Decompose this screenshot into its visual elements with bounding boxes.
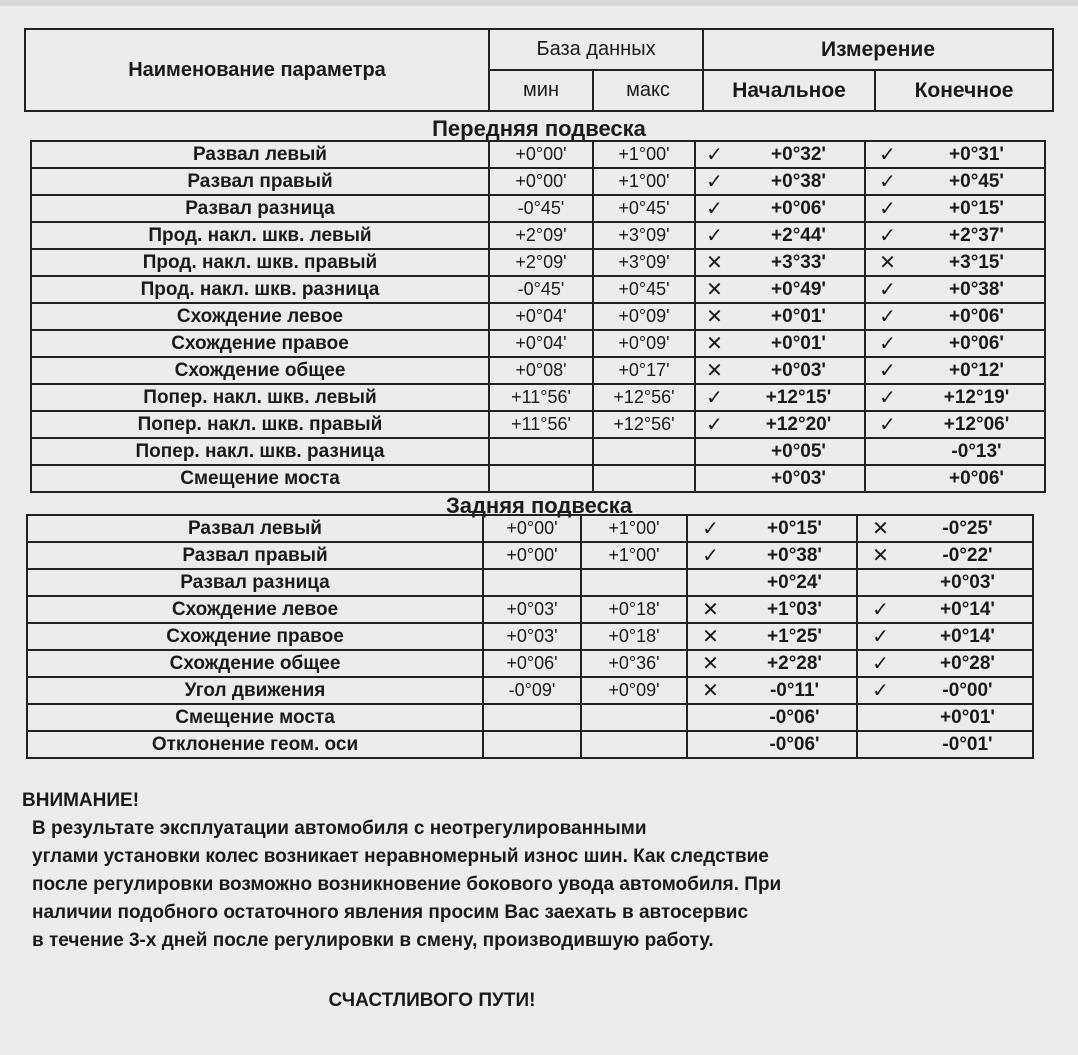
table-row xyxy=(27,677,1033,704)
table-row xyxy=(31,303,1045,330)
initial-value: +0°38' xyxy=(733,542,857,569)
db-max-value xyxy=(581,731,687,758)
initial-status-icon: ✕ xyxy=(695,249,733,276)
table-row xyxy=(31,411,1045,438)
param-name: Угол движения xyxy=(27,677,483,704)
initial-value: -0°06' xyxy=(733,731,857,758)
final-status-icon xyxy=(857,731,903,758)
final-status-icon: ✓ xyxy=(865,330,909,357)
initial-status-icon: ✓ xyxy=(695,195,733,222)
table-row xyxy=(31,357,1045,384)
table-row xyxy=(31,222,1045,249)
db-max-value: +0°09' xyxy=(593,303,695,330)
table-row xyxy=(31,330,1045,357)
initial-status-icon: ✓ xyxy=(687,542,733,569)
initial-status-icon: ✕ xyxy=(687,596,733,623)
initial-status-icon: ✓ xyxy=(695,384,733,411)
final-value: +0°28' xyxy=(903,650,1033,677)
db-max-header: макс xyxy=(593,70,703,111)
final-value: +3°15' xyxy=(909,249,1045,276)
table-row xyxy=(27,596,1033,623)
cut-off-top-edge xyxy=(0,0,1078,6)
db-min-value xyxy=(483,704,581,731)
notice-block xyxy=(22,787,1062,955)
final-value: +0°01' xyxy=(903,704,1033,731)
param-name: Попер. накл. шкв. разница xyxy=(31,438,489,465)
param-name: Прод. накл. шкв. разница xyxy=(31,276,489,303)
final-value: +0°38' xyxy=(909,276,1045,303)
initial-value: +3°33' xyxy=(733,249,865,276)
initial-value: +0°01' xyxy=(733,303,865,330)
initial-status-icon: ✓ xyxy=(687,515,733,542)
final-status-icon: ✕ xyxy=(865,249,909,276)
initial-value: +0°32' xyxy=(733,141,865,168)
initial-status-icon: ✕ xyxy=(687,623,733,650)
initial-status-icon: ✓ xyxy=(695,411,733,438)
final-status-icon: ✕ xyxy=(857,542,903,569)
db-min-value xyxy=(489,438,593,465)
db-max-value: +1°00' xyxy=(581,542,687,569)
initial-value: +12°20' xyxy=(733,411,865,438)
front-suspension-title: Передняя подвеска xyxy=(432,116,646,141)
db-min-value: +0°08' xyxy=(489,357,593,384)
initial-status-icon xyxy=(687,569,733,596)
initial-header: Начальное xyxy=(703,70,875,111)
final-value: +2°37' xyxy=(909,222,1045,249)
db-min-value: +2°09' xyxy=(489,222,593,249)
initial-value: +0°06' xyxy=(733,195,865,222)
db-min-value: +0°03' xyxy=(483,623,581,650)
final-value: +0°15' xyxy=(909,195,1045,222)
final-value: -0°13' xyxy=(909,438,1045,465)
param-name: Схождение правое xyxy=(27,623,483,650)
final-value: +0°03' xyxy=(903,569,1033,596)
param-name: Развал разница xyxy=(27,569,483,596)
param-name: Развал левый xyxy=(31,141,489,168)
final-value: +0°14' xyxy=(903,596,1033,623)
param-name: Схождение левое xyxy=(31,303,489,330)
final-status-icon: ✓ xyxy=(865,303,909,330)
final-value: +0°06' xyxy=(909,465,1045,492)
param-name: Схождение правое xyxy=(31,330,489,357)
measurement-header: Измерение xyxy=(703,29,1053,70)
rear-suspension-title: Задняя подвеска xyxy=(445,493,633,518)
table-row xyxy=(31,438,1045,465)
param-name: Попер. накл. шкв. правый xyxy=(31,411,489,438)
notice-title: ВНИМАНИЕ! xyxy=(22,790,140,811)
initial-status-icon xyxy=(695,438,733,465)
db-min-value xyxy=(489,465,593,492)
final-value: +0°06' xyxy=(909,330,1045,357)
table-row xyxy=(31,276,1045,303)
final-status-icon: ✓ xyxy=(865,411,909,438)
final-value: +0°12' xyxy=(909,357,1045,384)
final-status-icon: ✓ xyxy=(865,276,909,303)
initial-status-icon: ✕ xyxy=(695,276,733,303)
db-max-value: +0°17' xyxy=(593,357,695,384)
db-min-value: +2°09' xyxy=(489,249,593,276)
param-name: Прод. накл. шкв. левый xyxy=(31,222,489,249)
db-max-value xyxy=(593,438,695,465)
db-max-value: +3°09' xyxy=(593,249,695,276)
table-row xyxy=(27,542,1033,569)
initial-value: +0°15' xyxy=(733,515,857,542)
final-status-icon: ✓ xyxy=(857,623,903,650)
initial-value: +0°05' xyxy=(733,438,865,465)
table-row xyxy=(31,168,1045,195)
table-row xyxy=(27,569,1033,596)
db-max-value: +0°45' xyxy=(593,195,695,222)
final-value: +0°45' xyxy=(909,168,1045,195)
notice-line: после регулировки возможно возникновение бокового увода автомобиля. При xyxy=(32,874,782,895)
db-min-value: +0°06' xyxy=(483,650,581,677)
param-name: Прод. накл. шкв. правый xyxy=(31,249,489,276)
db-max-value xyxy=(581,569,687,596)
param-name: Схождение общее xyxy=(27,650,483,677)
final-value: -0°00' xyxy=(903,677,1033,704)
final-status-icon: ✓ xyxy=(865,141,909,168)
db-min-value: +0°04' xyxy=(489,330,593,357)
db-min-value: -0°45' xyxy=(489,276,593,303)
final-status-icon: ✓ xyxy=(857,596,903,623)
final-status-icon: ✓ xyxy=(857,677,903,704)
db-min-value: +0°03' xyxy=(483,596,581,623)
db-max-value: +1°00' xyxy=(581,515,687,542)
table-row xyxy=(27,704,1033,731)
initial-status-icon xyxy=(695,465,733,492)
table-row xyxy=(31,141,1045,168)
db-max-value xyxy=(593,465,695,492)
initial-value: +0°03' xyxy=(733,357,865,384)
db-max-value: +0°09' xyxy=(581,677,687,704)
initial-status-icon: ✓ xyxy=(695,141,733,168)
database-header: База данных xyxy=(489,29,703,70)
final-value: +0°06' xyxy=(909,303,1045,330)
db-min-value: +0°00' xyxy=(483,515,581,542)
db-min-value: +0°00' xyxy=(489,168,593,195)
initial-status-icon: ✕ xyxy=(687,650,733,677)
notice-line: в течение 3-х дней после регулировки в смену, производившую работу. xyxy=(32,930,714,951)
table-row xyxy=(27,731,1033,758)
initial-value: +0°38' xyxy=(733,168,865,195)
initial-value: +0°24' xyxy=(733,569,857,596)
db-min-value: -0°45' xyxy=(489,195,593,222)
notice-line: В результате эксплуатации автомобиля с неотрегулированными xyxy=(32,818,647,839)
param-name: Развал левый xyxy=(27,515,483,542)
final-status-icon xyxy=(857,569,903,596)
final-value: -0°25' xyxy=(903,515,1033,542)
db-min-value: +11°56' xyxy=(489,411,593,438)
table-row xyxy=(27,650,1033,677)
notice-line: наличии подобного остаточного явления просим Вас заехать в автосервис xyxy=(32,902,749,923)
db-max-value: +12°56' xyxy=(593,384,695,411)
final-value: -0°22' xyxy=(903,542,1033,569)
param-name: Смещение моста xyxy=(31,465,489,492)
db-min-value: +0°04' xyxy=(489,303,593,330)
db-max-value: +0°36' xyxy=(581,650,687,677)
initial-value: +12°15' xyxy=(733,384,865,411)
initial-value: +1°03' xyxy=(733,596,857,623)
db-max-value xyxy=(581,704,687,731)
farewell-text: СЧАСТЛИВОГО ПУТИ! xyxy=(328,990,536,1011)
initial-value: +0°03' xyxy=(733,465,865,492)
final-status-icon xyxy=(865,465,909,492)
final-status-icon: ✕ xyxy=(857,515,903,542)
table-row xyxy=(31,195,1045,222)
initial-value: -0°06' xyxy=(733,704,857,731)
table-row xyxy=(27,623,1033,650)
initial-value: +2°44' xyxy=(733,222,865,249)
final-value: +0°14' xyxy=(903,623,1033,650)
final-header: Конечное xyxy=(875,70,1053,111)
db-max-value: +3°09' xyxy=(593,222,695,249)
initial-status-icon: ✓ xyxy=(695,222,733,249)
table-row xyxy=(31,249,1045,276)
final-status-icon: ✓ xyxy=(865,195,909,222)
final-status-icon xyxy=(857,704,903,731)
db-max-value: +1°00' xyxy=(593,168,695,195)
db-min-value: +11°56' xyxy=(489,384,593,411)
param-name: Развал правый xyxy=(31,168,489,195)
final-value: -0°01' xyxy=(903,731,1033,758)
db-min-value: -0°09' xyxy=(483,677,581,704)
final-status-icon: ✓ xyxy=(865,384,909,411)
db-max-value: +12°56' xyxy=(593,411,695,438)
rear-suspension-table xyxy=(26,514,1034,759)
param-name: Развал разница xyxy=(31,195,489,222)
db-min-value xyxy=(483,731,581,758)
db-max-value: +0°18' xyxy=(581,596,687,623)
final-status-icon xyxy=(865,438,909,465)
table-row xyxy=(31,465,1045,492)
table-row xyxy=(31,384,1045,411)
db-max-value: +0°18' xyxy=(581,623,687,650)
notice-line: углами установки колес возникает неравномерный износ шин. Как следствие xyxy=(32,846,769,867)
initial-value: -0°11' xyxy=(733,677,857,704)
param-name: Попер. накл. шкв. левый xyxy=(31,384,489,411)
final-value: +12°19' xyxy=(909,384,1045,411)
param-name: Развал правый xyxy=(27,542,483,569)
param-name-header: Наименование параметра xyxy=(25,29,489,111)
final-status-icon: ✓ xyxy=(865,222,909,249)
final-value: +0°31' xyxy=(909,141,1045,168)
header-table xyxy=(24,28,1054,112)
initial-value: +0°01' xyxy=(733,330,865,357)
db-min-value: +0°00' xyxy=(483,542,581,569)
final-status-icon: ✓ xyxy=(857,650,903,677)
initial-status-icon: ✕ xyxy=(687,677,733,704)
final-status-icon: ✓ xyxy=(865,357,909,384)
initial-status-icon: ✕ xyxy=(695,330,733,357)
table-row xyxy=(27,515,1033,542)
db-max-value: +0°45' xyxy=(593,276,695,303)
initial-value: +2°28' xyxy=(733,650,857,677)
final-status-icon: ✓ xyxy=(865,168,909,195)
initial-value: +0°49' xyxy=(733,276,865,303)
front-suspension-table xyxy=(30,140,1046,493)
initial-status-icon: ✓ xyxy=(695,168,733,195)
initial-status-icon xyxy=(687,731,733,758)
initial-value: +1°25' xyxy=(733,623,857,650)
db-min-value: +0°00' xyxy=(489,141,593,168)
param-name: Схождение левое xyxy=(27,596,483,623)
db-max-value: +0°09' xyxy=(593,330,695,357)
initial-status-icon: ✕ xyxy=(695,303,733,330)
initial-status-icon xyxy=(687,704,733,731)
db-max-value: +1°00' xyxy=(593,141,695,168)
param-name: Смещение моста xyxy=(27,704,483,731)
param-name: Схождение общее xyxy=(31,357,489,384)
param-name: Отклонение геом. оси xyxy=(27,731,483,758)
db-min-value xyxy=(483,569,581,596)
final-value: +12°06' xyxy=(909,411,1045,438)
initial-status-icon: ✕ xyxy=(695,357,733,384)
db-min-header: мин xyxy=(489,70,593,111)
